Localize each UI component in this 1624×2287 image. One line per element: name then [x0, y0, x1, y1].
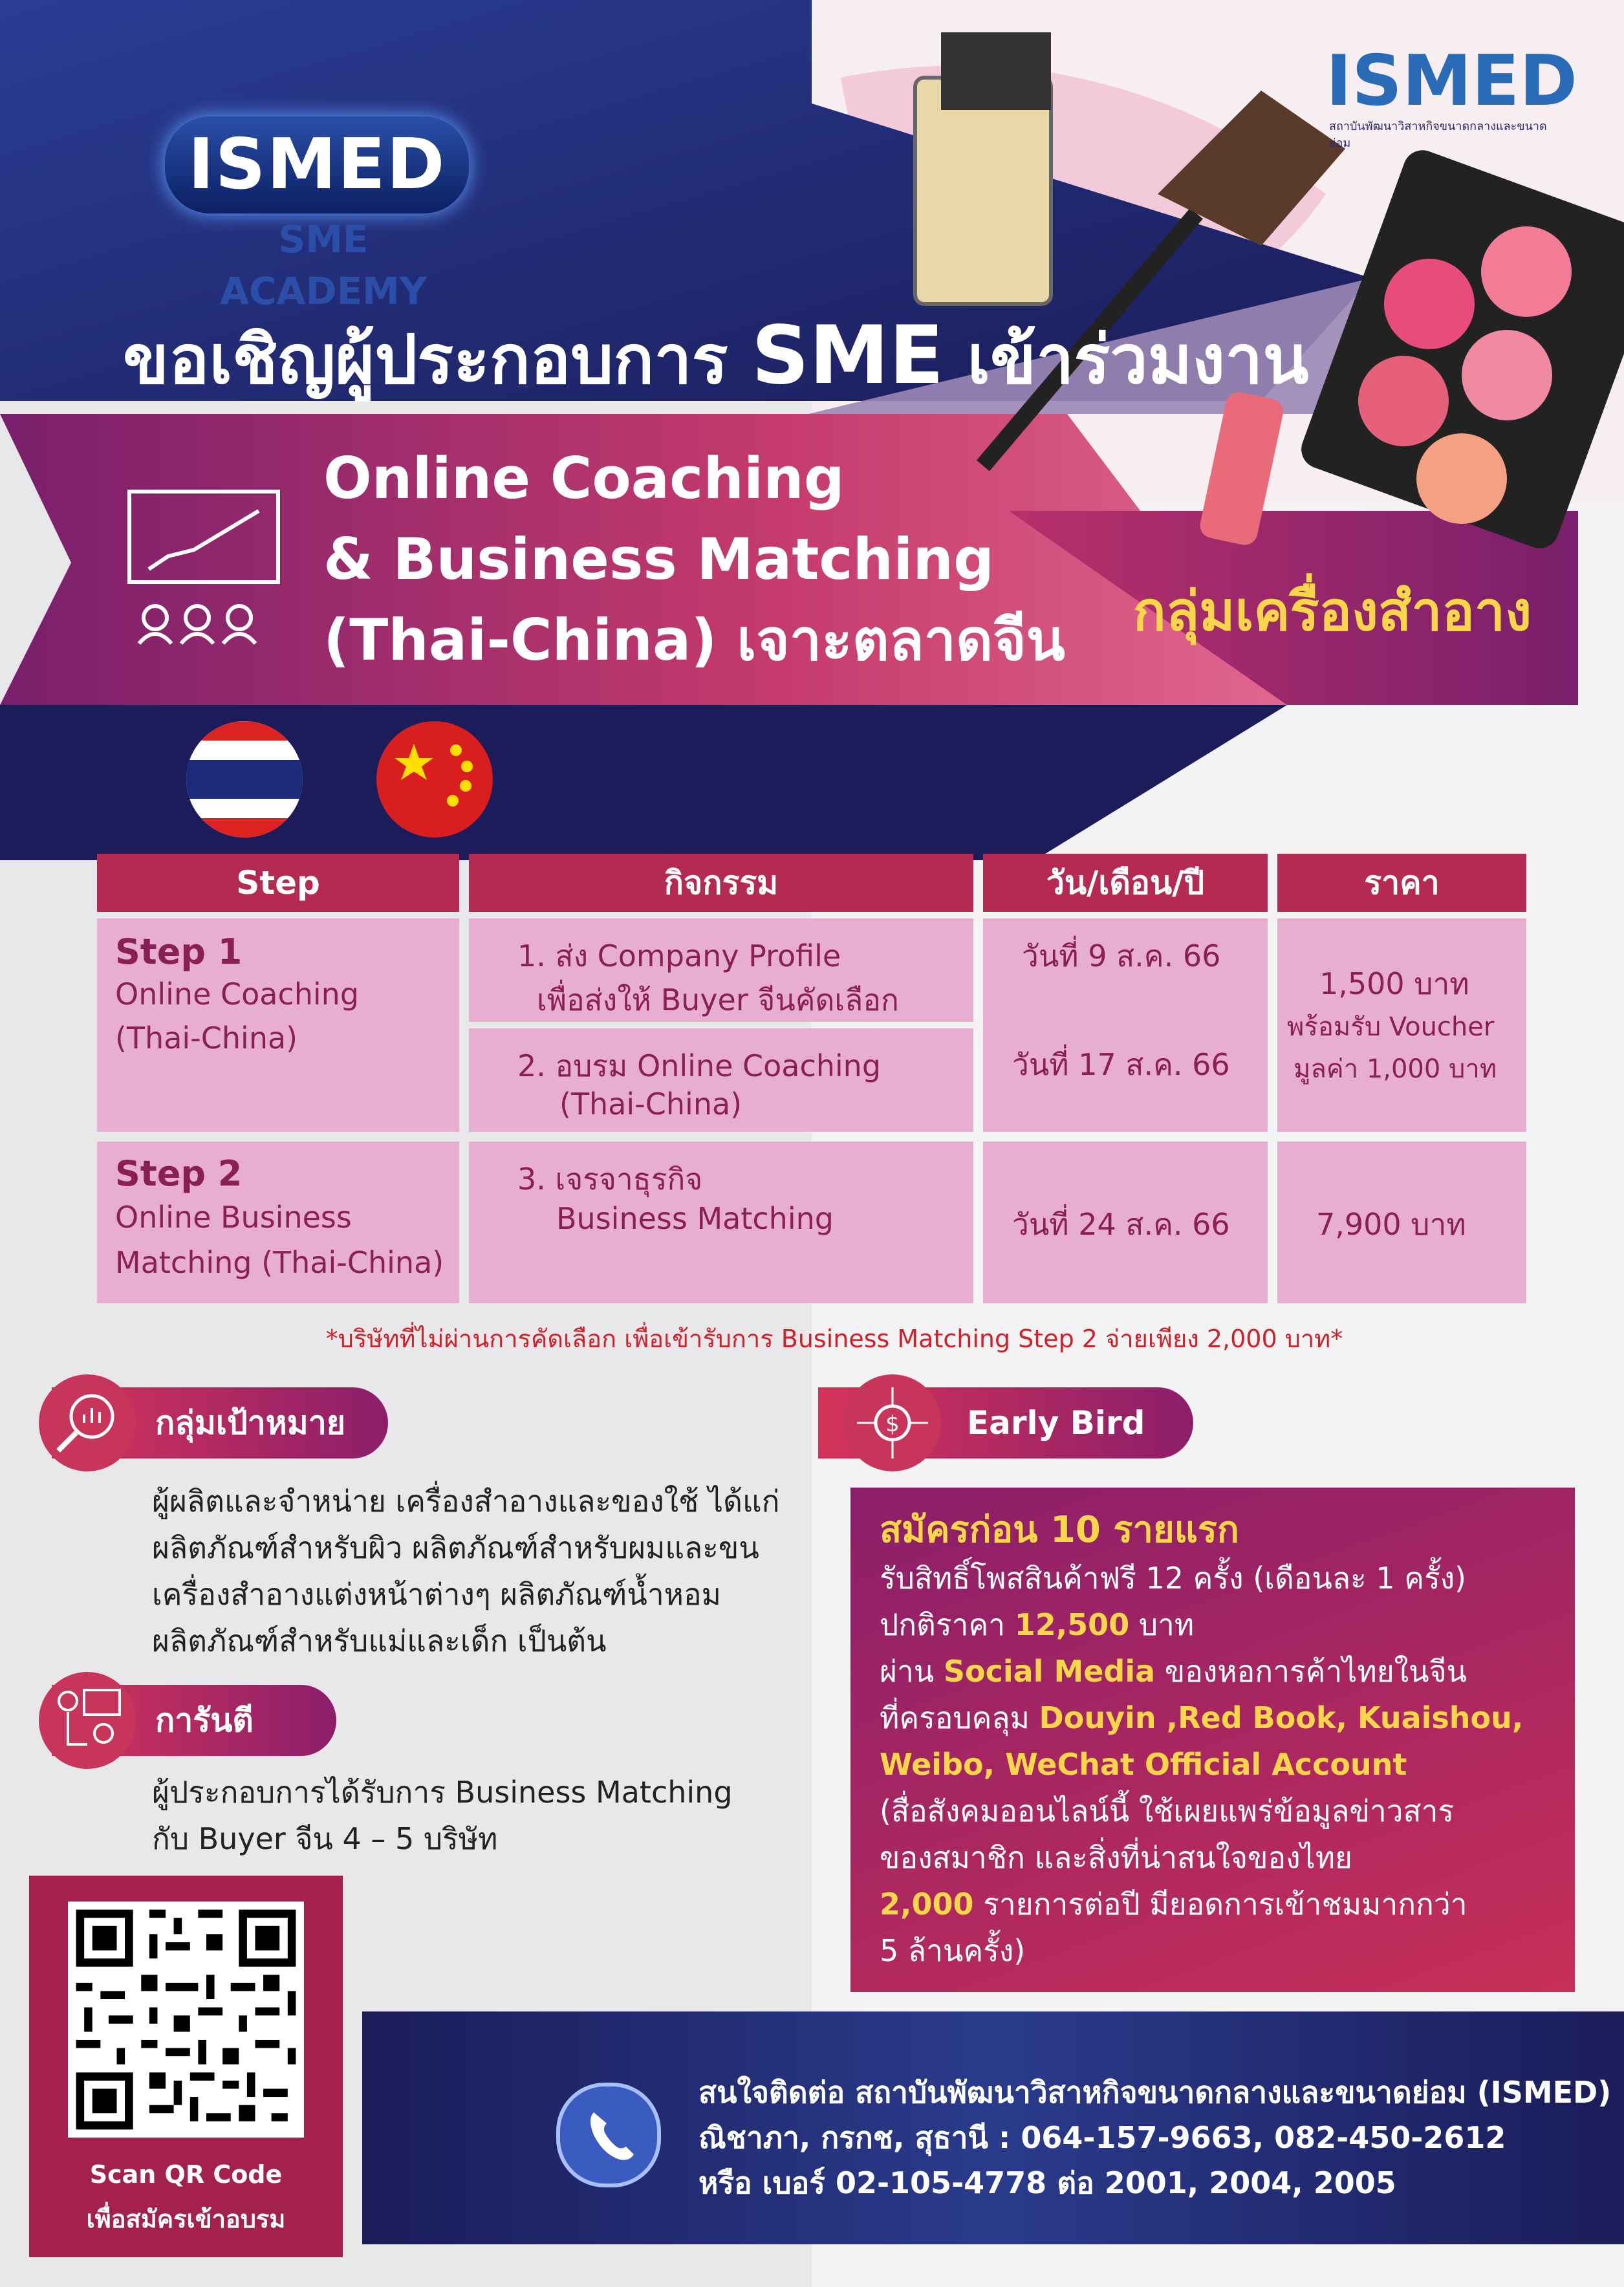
target-group-line2: ผลิตภัณฑ์สำหรับผิว ผลิตภัณฑ์สำหรับผมและขน	[152, 1530, 759, 1565]
early-bird-line8-b: รายการต่อปี มียอดการเข้าชมมากกว่า	[983, 1887, 1467, 1922]
target-group-badge	[39, 1374, 136, 1471]
early-bird-regular-price: 12,500	[1014, 1607, 1130, 1642]
guarantee-line1: ผู้ประกอบการได้รับการ Business Matching	[152, 1775, 733, 1810]
early-bird-line2-a: ปกติราคา	[880, 1607, 1006, 1642]
early-bird-line2-c: บาท	[1138, 1607, 1195, 1642]
contact-line3: หรือ เบอร์ 02-105-4778 ต่อ 2001, 2004, 2005	[698, 2165, 1396, 2200]
qr-code[interactable]	[68, 1902, 304, 2138]
guarantee-label: การันตี	[155, 1702, 254, 1739]
bottle-icon	[915, 78, 1051, 304]
date2: วันที่ 17 ส.ค. 66	[1012, 1047, 1230, 1082]
step2-title: Step 2	[115, 1153, 243, 1194]
qr-code-box	[29, 1876, 343, 2257]
step2-cell	[97, 1142, 459, 1303]
early-bird-box	[850, 1488, 1575, 1992]
early-bird-line3-c: ของหอการค้าไทยในจีน	[1164, 1654, 1467, 1689]
activity1-line2: เพื่อส่งให้ Buyer จีนคัดเลือก	[537, 982, 899, 1017]
contact-line2: ณิชาภา, กรกช, สุธานี : 064-157-9663, 082-450-2612	[698, 2120, 1506, 2155]
target-group-line4: ผลิตภัณฑ์สำหรับแม่และเด็ก เป็นต้น	[152, 1623, 607, 1658]
meeting-icon	[39, 1672, 136, 1769]
ismed-academy-logo: ISMED	[165, 116, 469, 213]
guarantee-badge	[39, 1672, 136, 1769]
sme-academy-label: SME ACADEMY	[220, 217, 427, 313]
early-bird-line3-a: ผ่าน	[880, 1654, 935, 1689]
activity3-line2: Business Matching	[556, 1201, 834, 1236]
phone-icon	[556, 2083, 661, 2187]
table-header-price: ราคา	[1277, 854, 1526, 912]
category-label: กลุ่มเครื่องสำอาง	[1132, 580, 1532, 643]
date3: วันที่ 24 ส.ค. 66	[1012, 1207, 1230, 1242]
china-flag-icon	[376, 721, 493, 838]
qr-code-image	[68, 1902, 304, 2138]
early-bird-line8	[880, 1881, 1467, 1927]
contact-bar	[362, 2011, 1624, 2244]
target-group-label: กลุ่มเป้าหมาย	[155, 1404, 346, 1442]
step1-price-cell	[1277, 918, 1526, 1132]
phone-glyph	[560, 2086, 657, 2184]
step1-price-line2: พร้อมรับ Voucher	[1287, 1012, 1495, 1042]
early-bird-line6: (สื่อสังคมออนไลน์นี้ ใช้เผยแพร่ข้อมูลข่าวสาร	[880, 1794, 1455, 1828]
early-bird-headline: สมัครก่อน 10 รายแรก	[880, 1509, 1239, 1551]
early-bird-platforms2: Weibo, WeChat Official Account	[880, 1747, 1407, 1782]
early-bird-social-media: Social Media	[943, 1654, 1156, 1689]
date1: วันที่ 9 ส.ค. 66	[1022, 938, 1221, 973]
step1-price-line1: 1,500 บาท	[1319, 966, 1469, 1001]
program-title-line3: (Thai-China) เจาะตลาดจีน	[323, 607, 1065, 673]
activity3-line1: 3. เจรจาธุรกิจ	[517, 1162, 703, 1197]
early-bird-line4-a: ที่ครอบคลุม	[880, 1700, 1030, 1735]
early-bird-platforms1: Douyin ,Red Book, Kuaishou,	[1039, 1700, 1524, 1735]
target-group-line1: ผู้ผลิตและจำหน่าย เครื่องสำอางและของใช้ ได้แก่	[152, 1484, 780, 1519]
headline-highlight: SME	[751, 309, 944, 402]
ismed-logo: ISMED	[1326, 41, 1577, 122]
early-bird-line7: ของสมาชิก และสิ่งที่น่าสนใจของไทย	[880, 1840, 1353, 1875]
activity3-cell	[469, 1142, 973, 1303]
table-footnote: *บริษัทที่ไม่ผ่านการคัดเลือก เพื่อเข้ารับการ Business Matching Step 2 จ่ายเพียง 2,000 บาท*	[325, 1325, 1343, 1353]
qr-caption-line1: Scan QR Code	[89, 2160, 283, 2189]
activity2-line2: (Thai-China)	[559, 1087, 742, 1122]
program-title-line1: Online Coaching	[323, 445, 845, 512]
table-header-activity: กิจกรรม	[469, 854, 973, 912]
svg-text:$: $	[885, 1411, 900, 1437]
money-network-icon	[844, 1374, 941, 1471]
ismed-logo-subtitle: สถาบันพัฒนาวิสาหกิจขนาดกลางและขนาดย่อม	[1329, 120, 1547, 150]
table-header-step: Step	[97, 854, 459, 912]
contact-line1: สนใจติดต่อ สถาบันพัฒนาวิสาหกิจขนาดกลางและขนาดย่อม (ISMED)	[698, 2075, 1612, 2110]
guarantee-line2: กับ Buyer จีน 4 – 5 บริษัท	[152, 1821, 498, 1856]
step1-cell	[97, 918, 459, 1132]
early-bird-label: Early Bird	[967, 1404, 1145, 1442]
activity2-line1: 2. อบรม Online Coaching	[517, 1048, 882, 1083]
early-bird-line9: 5 ล้านครั้ง)	[880, 1933, 1026, 1968]
early-bird-line1: รับสิทธิ์โพสสินค้าฟรี 12 ครั้ง (เดือนละ 1 ครั้ง)	[880, 1561, 1467, 1596]
step1-desc1: Online Coaching	[115, 977, 360, 1012]
qr-caption-line2: เพื่อสมัครเข้าอบรม	[86, 2205, 286, 2233]
step2-desc2: Matching (Thai-China)	[115, 1245, 444, 1280]
step2-desc1: Online Business	[115, 1200, 352, 1235]
early-bird-line2	[880, 1601, 1194, 1648]
thai-flag-icon	[186, 721, 303, 838]
headline-prefix: ขอเชิญผู้ประกอบการ	[123, 320, 728, 399]
program-title-line2: & Business Matching	[323, 526, 995, 592]
step2-date-cell	[983, 1142, 1268, 1303]
early-bird-count: 2,000	[880, 1887, 974, 1922]
early-bird-line4	[880, 1695, 1523, 1741]
table-header-date: วัน/เดือน/ปี	[983, 854, 1268, 912]
target-group-line3: เครื่องสำอางแต่งหน้าต่างๆ ผลิตภัณฑ์น้ำหอม	[152, 1577, 721, 1612]
step1-date-cell	[983, 918, 1268, 1132]
activity1-line1: 1. ส่ง Company Profile	[517, 938, 841, 973]
step2-price-cell	[1277, 1142, 1526, 1303]
step1-price-line3: มูลค่า 1,000 บาท	[1294, 1054, 1497, 1084]
activity1-cell	[469, 918, 973, 1022]
activity2-cell	[469, 1028, 973, 1132]
early-bird-line3	[880, 1648, 1467, 1695]
headline-suffix: เข้าร่วมงาน	[967, 320, 1309, 399]
step1-desc2: (Thai-China)	[115, 1021, 298, 1056]
headline	[123, 304, 1416, 407]
magnifier-chart-icon	[39, 1374, 136, 1471]
step2-price: 7,900 บาท	[1316, 1207, 1466, 1242]
step1-title: Step 1	[115, 931, 243, 972]
early-bird-badge	[844, 1374, 941, 1471]
